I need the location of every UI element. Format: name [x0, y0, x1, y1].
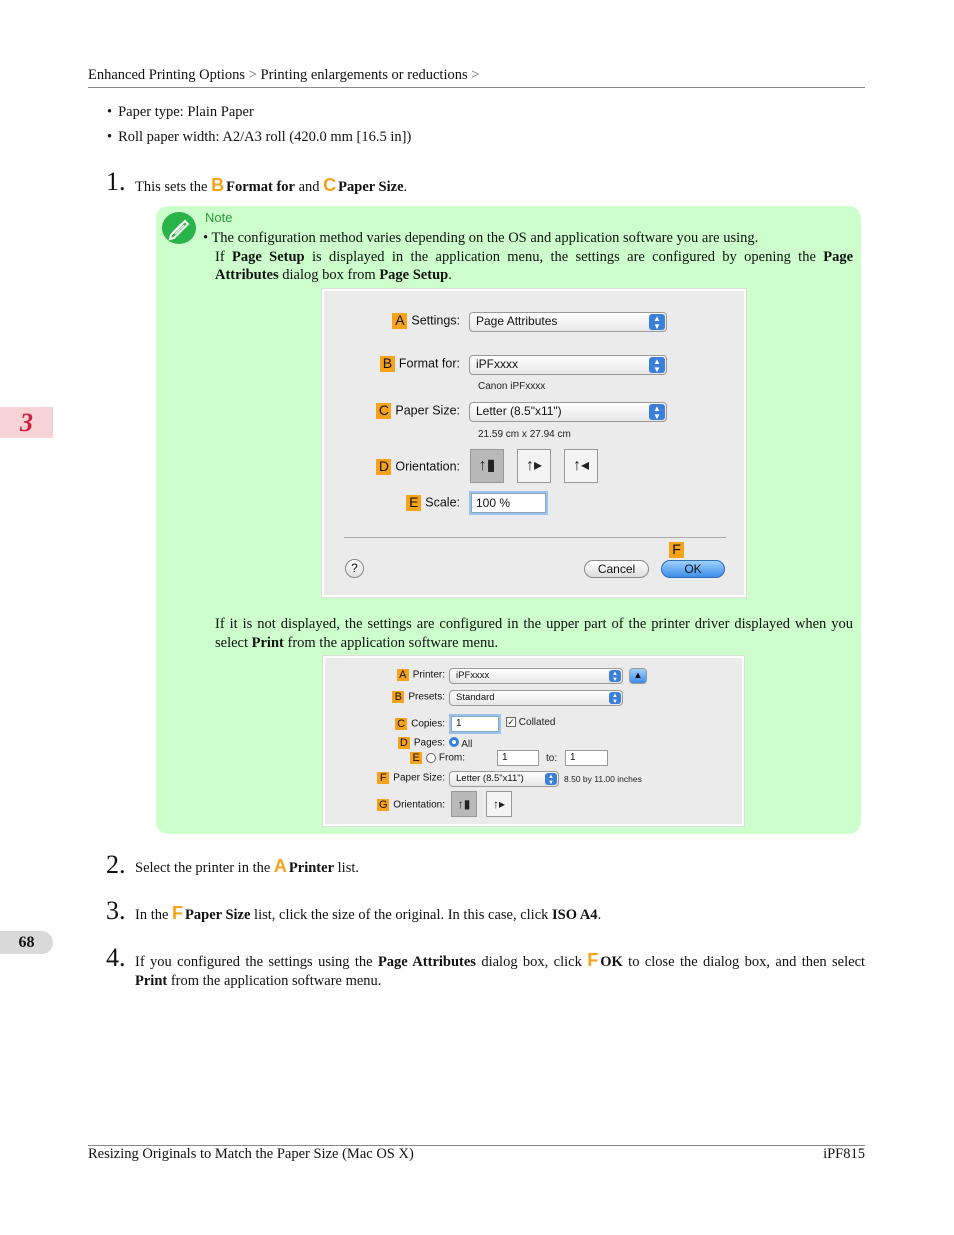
- divider: [344, 537, 726, 538]
- note-text: • The configuration method varies depending on the OS and application software you are using. If Page Setup is displayed in the application menu, the settings are configured by opening the Page Attributes dialog box from Page Setup.: [203, 230, 854, 283]
- ref-letter: B: [211, 175, 225, 195]
- all-pages-radio[interactable]: All: [449, 737, 472, 750]
- from-page-input[interactable]: 1: [497, 750, 539, 766]
- landscape-right-orientation-icon[interactable]: ↑◂: [564, 449, 598, 483]
- scale-label: E Scale:: [384, 495, 460, 511]
- format-subtext: Canon iPFxxxx: [478, 381, 546, 392]
- portrait-orientation-icon[interactable]: ↑▮: [451, 791, 477, 817]
- paper-size-subtext: 8.50 by 11.00 inches: [564, 774, 642, 784]
- step-number: 4.: [106, 943, 126, 972]
- step-number: 3.: [106, 896, 126, 925]
- copies-input[interactable]: 1: [451, 716, 499, 732]
- to-page-input[interactable]: 1: [565, 750, 608, 766]
- chapter-tab[interactable]: 3: [0, 407, 53, 438]
- settings-popup[interactable]: Page Attributes ▲ ▼: [469, 312, 667, 332]
- to-label: to:: [546, 753, 558, 764]
- footer-model: iPF815: [823, 1146, 865, 1162]
- paper-size-popup[interactable]: Letter (8.5"x11") ▲ ▼: [469, 402, 667, 422]
- landscape-left-orientation-icon[interactable]: ↑▸: [517, 449, 551, 483]
- ref-letter: F: [172, 903, 184, 923]
- printer-label: A Printer:: [345, 669, 445, 681]
- ref-letter: F: [587, 950, 599, 970]
- list-item: • Paper type: Plain Paper: [107, 100, 411, 125]
- step-number: 1.: [106, 167, 126, 196]
- cancel-button[interactable]: Cancel: [584, 560, 649, 578]
- copies-label: C Copies:: [345, 718, 445, 730]
- paper-size-label: C Paper Size:: [364, 403, 460, 419]
- paper-size-subtext: 21.59 cm x 27.94 cm: [478, 429, 571, 440]
- format-for-popup[interactable]: iPFxxxx ▲ ▼: [469, 355, 667, 375]
- header-rule: [88, 87, 865, 88]
- footer-title: Resizing Originals to Match the Paper Size (Mac OS X): [88, 1146, 414, 1162]
- collated-checkbox[interactable]: ✓ Collated: [507, 717, 556, 728]
- scale-input[interactable]: 100 %: [471, 493, 546, 513]
- note-paragraph: If it is not displayed, the settings are configured in the upper part of the printer driver displayed when you select Print from the application software menu.: [215, 616, 853, 651]
- settings-label: A Settings:: [384, 313, 460, 329]
- presets-popup[interactable]: Standard ▲ ▼: [449, 690, 623, 706]
- step-text: In the F Paper Size list, click the size of the original. In this case, click ISO A4.: [135, 903, 602, 923]
- print-dialog: [323, 656, 744, 826]
- breadcrumb-item[interactable]: Enhanced Printing Options: [88, 67, 246, 83]
- orientation-label: D Orientation:: [354, 459, 460, 475]
- page-number: 68: [0, 931, 53, 954]
- list-item: • Roll paper width: A2/A3 roll (420.0 mm [16.5 in]): [107, 125, 411, 150]
- landscape-orientation-icon[interactable]: ↑▸: [486, 791, 512, 817]
- bullet-list: [107, 100, 411, 150]
- orientation-label: G Orientation:: [379, 799, 445, 811]
- page-attributes-dialog: [322, 289, 746, 597]
- pages-label: D Pages:: [345, 737, 445, 749]
- expand-dialog-button[interactable]: ▲: [629, 668, 647, 684]
- breadcrumb-separator: >: [248, 67, 257, 83]
- printer-popup[interactable]: iPFxxxx ▲ ▼: [449, 668, 623, 684]
- ref-letter: A: [273, 856, 287, 876]
- format-for-label: B Format for:: [364, 356, 460, 372]
- ok-button[interactable]: OK: [661, 560, 725, 578]
- step-number: 2.: [106, 850, 126, 879]
- ref-letter: C: [323, 175, 337, 195]
- step-text: If you configured the settings using the Page Attributes dialog box, click F OK to close the dialog box, and then select Print from the application software menu.: [135, 950, 866, 989]
- breadcrumb: [88, 67, 479, 84]
- from-label: E From:: [345, 752, 465, 764]
- step-text: Select the printer in the A Printer list.: [135, 856, 359, 876]
- pencil-icon: [162, 212, 196, 244]
- breadcrumb-separator: >: [471, 67, 480, 83]
- help-button[interactable]: ?: [345, 559, 364, 578]
- note-label: Note: [205, 210, 233, 225]
- ok-button-marker: F: [669, 542, 684, 558]
- paper-size-popup[interactable]: Letter (8.5"x11") ▲ ▼: [449, 771, 559, 787]
- presets-label: B Presets:: [345, 691, 445, 703]
- breadcrumb-item[interactable]: Printing enlargements or reductions: [260, 67, 468, 83]
- step-text: This sets the B Format for and C Paper Size.: [135, 175, 408, 195]
- portrait-orientation-icon[interactable]: ↑▮: [470, 449, 504, 483]
- paper-size-label: F Paper Size:: [345, 772, 445, 784]
